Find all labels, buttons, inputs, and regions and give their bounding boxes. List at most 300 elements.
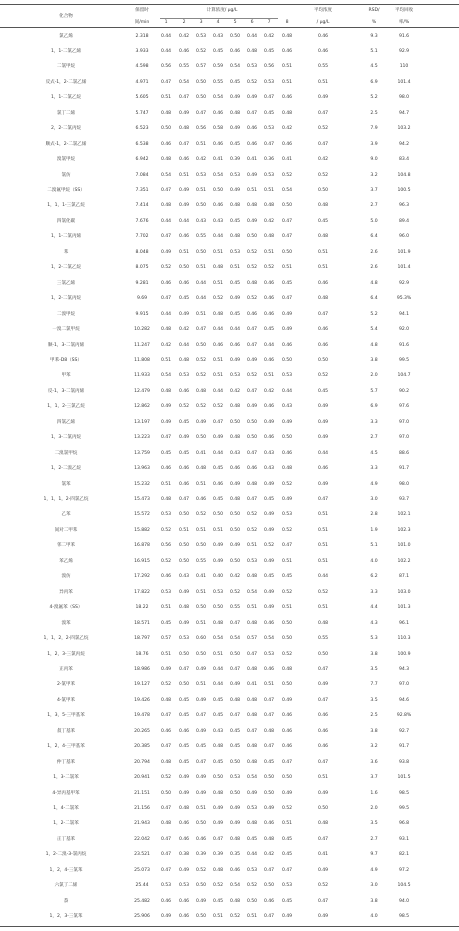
concentration-value: 0.47 [160,713,172,719]
concentration-value: 0.49 [229,126,241,132]
concentration-value: 0.48 [160,697,172,703]
concentration-value: 0.53 [178,636,190,642]
retention-time: 7.084 [135,172,149,178]
compound-name: 1，4-二氯苯 [53,806,79,811]
concentration-value: 0.45 [229,79,241,85]
average-concentration: 0.47 [317,497,329,502]
concentration-value: 0.42 [281,126,293,132]
recovery-value: 92.9 [398,48,410,54]
average-concentration: 0.51 [317,249,329,255]
concentration-value: 0.47 [212,419,224,425]
compound-name: 氯乙烯 [59,33,73,39]
concentration-value: 0.46 [281,48,293,54]
concentration-value: 0.49 [229,95,241,101]
concentration-value: 0.53 [263,126,275,132]
compound-name: 甲苯-D8（SS） [50,357,82,363]
concentration-value: 0.49 [281,311,293,317]
concentration-value: 0.49 [229,188,241,193]
concentration-value: 0.46 [178,728,190,734]
concentration-value: 0.48 [195,388,207,394]
compound-name: 萘 [63,898,69,904]
concentration-value: 0.46 [178,280,190,286]
concentration-value: 0.47 [246,110,258,116]
concentration-value: 0.51 [281,605,293,611]
concentration-value: 0.44 [178,342,190,348]
rsd-value: 1.9 [370,527,378,533]
concentration-value: 0.45 [229,728,241,734]
concentration-value: 0.45 [178,713,190,719]
concentration-value: 0.45 [212,497,224,502]
concentration-value: 0.49 [263,527,275,533]
recovery-value: 101.4 [397,265,411,271]
concentration-value: 0.49 [246,95,258,101]
average-concentration: 0.49 [317,435,329,441]
rsd-value: 2.7 [370,836,378,842]
concentration-value: 0.45 [263,497,275,502]
concentration-value: 0.51 [212,527,224,533]
concentration-value: 0.47 [263,697,275,703]
compound-name: 1，2，4-三甲基苯 [47,744,85,750]
average-concentration: 0.41 [317,852,329,858]
concentration-value: 0.39 [229,157,241,163]
rsd-value: 5.4 [370,327,378,333]
concentration-value: 0.53 [246,806,258,811]
concentration-value: 0.51 [263,249,275,255]
average-concentration: 0.44 [317,574,329,580]
concentration-value: 0.47 [160,79,172,85]
concentration-value: 0.46 [212,481,224,487]
concentration-value: 0.48 [160,497,172,502]
concentration-value: 0.47 [178,497,190,502]
concentration-value: 0.54 [246,589,258,595]
concentration-value: 0.47 [229,620,241,626]
concentration-value: 0.45 [160,450,172,456]
concentration-value: 0.43 [281,404,293,410]
table-row [0,373,459,379]
retention-time: 7.414 [135,203,149,209]
rsd-value: 3.5 [370,666,378,672]
header-conc-col-4: 4 [216,20,220,25]
recovery-value: 94.6 [398,697,410,703]
table-row [0,312,459,318]
concentration-value: 0.53 [229,373,241,379]
concentration-value: 0.57 [160,636,172,642]
compound-name: 反-1，3-二氯丙烯 [47,388,85,394]
concentration-value: 0.48 [160,759,172,765]
rsd-value: 9.7 [370,852,378,858]
concentration-value: 0.44 [229,327,241,333]
table-row [0,466,459,472]
concentration-value: 0.45 [178,450,190,456]
header-retention-bottom: 间/min [134,20,150,25]
recovery-value: 98.0 [398,481,410,487]
concentration-value: 0.45 [281,574,293,580]
concentration-value: 0.51 [160,357,172,363]
recovery-value: 103.2 [397,126,411,132]
concentration-value: 0.52 [160,265,172,271]
concentration-value: 0.56 [160,543,172,549]
compound-name: 1，1-二氯丙烯 [50,234,82,240]
concentration-value: 0.49 [160,419,172,425]
concentration-value: 0.47 [160,296,172,302]
concentration-value: 0.42 [229,574,241,580]
concentration-value: 0.49 [229,481,241,487]
concentration-value: 0.51 [195,806,207,811]
compound-name: 溴氯甲烷 [56,157,76,163]
concentration-value: 0.47 [263,713,275,719]
table-row [0,435,459,441]
concentration-value: 0.49 [263,481,275,487]
rsd-value: 4.9 [370,867,378,873]
concentration-value: 0.47 [229,666,241,672]
retention-time: 25.482 [134,898,150,904]
compound-name: 叔丁基苯 [56,728,76,734]
rsd-value: 2.5 [370,110,378,116]
retention-time: 20.941 [134,775,150,781]
recovery-value: 94.0 [398,898,410,904]
concentration-value: 0.45 [178,296,190,302]
concentration-value: 0.48 [229,697,241,703]
concentration-value: 0.49 [212,543,224,549]
retention-time: 18.22 [135,605,149,611]
concentration-value: 0.47 [178,666,190,672]
concentration-value: 0.41 [281,157,293,163]
rsd-value: 3.3 [370,466,378,472]
concentration-value: 0.51 [160,481,172,487]
concentration-value: 0.48 [212,620,224,626]
recovery-value: 101.3 [397,605,411,611]
concentration-value: 0.50 [229,558,241,564]
concentration-value: 0.49 [281,327,293,333]
recovery-value: 96.8 [398,821,410,827]
average-concentration: 0.49 [317,867,329,873]
concentration-value: 0.50 [195,95,207,101]
table-row [0,451,459,457]
header-avg-conc-bottom: / μg/L [316,20,330,25]
concentration-value: 0.49 [212,806,224,811]
concentration-value: 0.48 [229,234,241,240]
concentration-value: 0.44 [195,296,207,302]
retention-time: 20.385 [134,744,150,750]
rsd-value: 3.8 [370,651,378,657]
compound-name: 异丙苯 [59,589,73,595]
recovery-value: 98.0 [398,95,410,101]
concentration-value: 0.52 [263,265,275,271]
retention-time: 13.223 [134,435,150,441]
concentration-value: 0.44 [246,852,258,858]
compound-name: 1，2-二氯乙烷 [50,265,82,271]
retention-time: 19.127 [134,682,150,688]
compound-name: 1，2，3-三氯丙烷 [47,651,85,657]
concentration-value: 0.51 [246,543,258,549]
concentration-value: 0.46 [263,620,275,626]
recovery-value: 92.9 [398,280,410,286]
average-concentration: 0.48 [317,296,329,302]
recovery-value: 91.6 [398,33,410,39]
average-concentration: 0.48 [317,821,329,827]
concentration-value: 0.45 [229,311,241,317]
concentration-value: 0.49 [263,806,275,811]
rsd-value: 3.7 [370,188,378,193]
concentration-value: 0.45 [212,48,224,54]
concentration-value: 0.46 [263,404,275,410]
retention-time: 12.862 [134,404,150,410]
recovery-value: 93.8 [398,759,410,765]
concentration-value: 0.50 [281,203,293,209]
header-retention-top: 保留时 [135,8,149,13]
concentration-value: 0.45 [229,744,241,750]
concentration-value: 0.43 [229,450,241,456]
average-concentration: 0.45 [317,218,329,224]
concentration-value: 0.43 [263,466,275,472]
compound-name: 1，1，2，2-四氯乙烷 [43,636,89,642]
table-row [0,652,459,658]
average-concentration: 0.47 [317,898,329,904]
table-top-rule [0,4,459,5]
concentration-value: 0.46 [178,914,190,920]
recovery-value: 91.6 [398,342,410,348]
concentration-value: 0.46 [212,342,224,348]
concentration-value: 0.44 [212,327,224,333]
concentration-value: 0.45 [229,141,241,147]
compound-name: 二溴氯甲烷 [54,450,78,456]
concentration-value: 0.54 [212,95,224,101]
concentration-value: 0.53 [281,373,293,379]
concentration-value: 0.53 [160,883,172,889]
compound-name: 甲苯 [61,373,71,379]
concentration-value: 0.54 [229,883,241,889]
concentration-value: 0.46 [281,342,293,348]
retention-time: 13.963 [134,466,150,472]
rsd-value: 3.6 [370,759,378,765]
concentration-value: 0.42 [195,157,207,163]
average-concentration: 0.46 [317,280,329,286]
average-concentration: 0.50 [317,651,329,657]
concentration-value: 0.47 [178,141,190,147]
concentration-value: 0.48 [246,620,258,626]
concentration-value: 0.50 [263,790,275,796]
concentration-value: 0.47 [263,95,275,101]
concentration-value: 0.51 [281,558,293,564]
average-concentration: 0.46 [317,744,329,750]
concentration-value: 0.48 [281,666,293,672]
header-conc-col-6: 6 [250,20,254,25]
table-row [0,173,459,179]
concentration-value: 0.46 [178,388,190,394]
concentration-value: 0.48 [263,234,275,240]
concentration-value: 0.50 [195,821,207,827]
concentration-value: 0.49 [178,188,190,193]
concentration-value: 0.51 [178,172,190,178]
concentration-value: 0.49 [263,512,275,518]
average-concentration: 0.47 [317,697,329,703]
rsd-value: 3.5 [370,821,378,827]
concentration-value: 0.52 [263,543,275,549]
concentration-value: 0.48 [246,713,258,719]
concentration-value: 0.51 [212,651,224,657]
concentration-value: 0.48 [229,404,241,410]
concentration-value: 0.50 [212,605,224,611]
table-row [0,234,459,240]
concentration-value: 0.50 [195,79,207,85]
concentration-value: 0.49 [160,249,172,255]
concentration-value: 0.52 [212,404,224,410]
compound-name: 1，2-二溴-3-氯丙烷 [45,852,87,858]
concentration-value: 0.46 [160,141,172,147]
compound-name: 1，2-二氯丙烷 [50,296,82,302]
retention-time: 6.538 [135,141,149,147]
recovery-value: 96.3 [398,203,410,209]
retention-time: 18.986 [134,666,150,672]
concentration-value: 0.49 [281,497,293,502]
concentration-value: 0.45 [281,852,293,858]
concentration-value: 0.53 [229,775,241,781]
retention-time: 17.292 [134,574,150,580]
retention-time: 15.232 [134,481,150,487]
concentration-value: 0.51 [178,249,190,255]
concentration-value: 0.50 [195,543,207,549]
concentration-value: 0.52 [229,589,241,595]
rsd-value: 5.2 [370,95,378,101]
table-row [0,852,459,858]
retention-time: 12.479 [134,388,150,394]
concentration-value: 0.45 [212,697,224,703]
concentration-value: 0.50 [281,682,293,688]
concentration-value: 0.49 [212,821,224,827]
concentration-value: 0.53 [246,558,258,564]
retention-time: 9.281 [135,280,149,286]
recovery-value: 93.7 [398,497,410,502]
concentration-value: 0.46 [263,666,275,672]
concentration-value: 0.46 [212,203,224,209]
average-concentration: 0.51 [317,775,329,781]
average-concentration: 0.51 [317,543,329,549]
rsd-value: 4.3 [370,620,378,626]
recovery-value: 99.5 [398,357,410,363]
concentration-value: 0.46 [263,357,275,363]
concentration-value: 0.48 [246,697,258,703]
recovery-value: 94.7 [398,110,410,116]
concentration-value: 0.43 [212,218,224,224]
average-concentration: 0.49 [317,682,329,688]
table-row [0,636,459,642]
concentration-value: 0.56 [263,64,275,70]
concentration-value: 0.50 [229,419,241,425]
concentration-value: 0.47 [160,836,172,842]
concentration-value: 0.48 [229,110,241,116]
concentration-value: 0.47 [281,759,293,765]
recovery-value: 98.5 [398,790,410,796]
concentration-value: 0.46 [160,280,172,286]
recovery-value: 91.7 [398,744,410,750]
concentration-value: 0.52 [195,867,207,873]
recovery-value: 104.5 [397,883,411,889]
rsd-value: 4.8 [370,280,378,286]
retention-time: 19.426 [134,697,150,703]
concentration-value: 0.52 [281,806,293,811]
compound-name: 溴仿 [61,574,71,580]
concentration-value: 0.48 [246,280,258,286]
concentration-value: 0.50 [178,651,190,657]
compound-name: 溴苯 [61,620,71,626]
concentration-value: 0.50 [212,775,224,781]
concentration-value: 0.53 [195,33,207,39]
concentration-value: 0.45 [281,898,293,904]
table-row [0,744,459,750]
concentration-value: 0.45 [212,466,224,472]
concentration-value: 0.52 [229,914,241,920]
concentration-value: 0.49 [178,589,190,595]
compound-name: 4-氯甲苯 [56,697,76,703]
concentration-value: 0.52 [246,883,258,889]
concentration-value: 0.51 [212,280,224,286]
rsd-value: 2.8 [370,512,378,518]
concentration-value: 0.44 [212,666,224,672]
concentration-value: 0.50 [246,898,258,904]
retention-time: 25.906 [134,914,150,920]
rsd-value: 3.0 [370,883,378,889]
recovery-value: 91.7 [398,466,410,472]
concentration-value: 0.48 [263,728,275,734]
rsd-value: 5.1 [370,543,378,549]
concentration-value: 0.46 [160,898,172,904]
concentration-value: 0.49 [212,558,224,564]
concentration-value: 0.51 [212,373,224,379]
header-conc-col-7: 7 [267,20,271,25]
compound-name: 1，3-二氯苯 [53,775,79,781]
concentration-value: 0.41 [212,157,224,163]
recovery-value: 110 [399,64,409,70]
concentration-value: 0.47 [195,759,207,765]
header-conc-col-8: 8 [285,20,289,25]
recovery-value: 82.1 [398,852,410,858]
concentration-value: 0.52 [246,249,258,255]
concentration-value: 0.50 [281,620,293,626]
concentration-value: 0.51 [178,527,190,533]
concentration-value: 0.46 [178,466,190,472]
average-concentration: 0.49 [317,95,329,101]
retention-time: 16.878 [134,543,150,549]
average-concentration: 0.46 [317,342,329,348]
concentration-value: 0.50 [178,682,190,688]
concentration-value: 0.51 [263,188,275,193]
average-concentration: 0.52 [317,883,329,889]
average-concentration: 0.46 [317,33,329,39]
average-concentration: 0.52 [317,373,329,379]
concentration-value: 0.52 [195,512,207,518]
concentration-value: 0.54 [263,636,275,642]
table-row [0,420,459,426]
recovery-value: 95.3% [396,296,412,302]
concentration-value: 0.44 [195,280,207,286]
table-row [0,682,459,688]
concentration-value: 0.36 [263,157,275,163]
concentration-value: 0.50 [281,249,293,255]
concentration-value: 0.49 [281,914,293,920]
concentration-value: 0.52 [281,651,293,657]
concentration-value: 0.46 [178,481,190,487]
recovery-value: 99.5 [398,806,410,811]
concentration-value: 0.46 [195,497,207,502]
concentration-value: 0.42 [263,852,275,858]
concentration-value: 0.49 [178,775,190,781]
concentration-value: 0.55 [229,605,241,611]
rsd-value: 6.4 [370,234,378,240]
table-row [0,543,459,549]
header-recovery-bottom: 率/% [398,20,410,25]
average-concentration: 0.48 [317,620,329,626]
concentration-value: 0.47 [281,234,293,240]
